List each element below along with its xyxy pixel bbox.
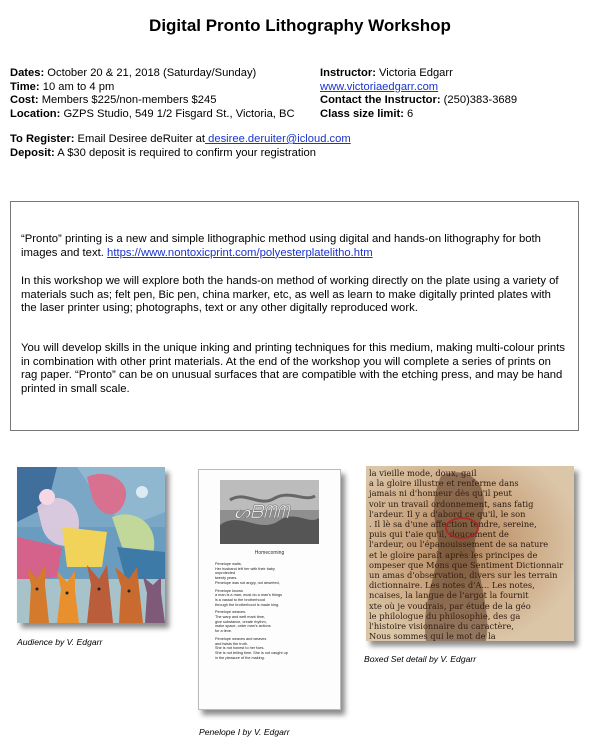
svg-text:ᔕᗷᗰᗰ: ᔕᗷᗰᗰ bbox=[234, 502, 290, 523]
instructor-website-link[interactable]: www.victoriaedgarr.com bbox=[320, 80, 439, 93]
detail-dates: Dates: October 20 & 21, 2018 (Saturday/Sunday) bbox=[10, 67, 257, 79]
penelope-print-graphic bbox=[220, 480, 319, 544]
detail-cost: Cost: Members $225/non-members $245 bbox=[10, 94, 217, 107]
register-email-link[interactable]: desiree.deruiter@icloud.com bbox=[205, 133, 351, 145]
description-paragraph-3: You will develop skills in the unique inking and printing techniques for this medium, making multi-colour prints in combination with other print materials. At the end of the workshop you will complete a series of prints on rag paper. “Pronto” can be on unusual surfaces that are compatible with the etching press, and may be hand printed in small scale. bbox=[21, 342, 565, 395]
penelope-heading: Homecoming bbox=[254, 550, 285, 556]
boxed-set-artwork-image bbox=[366, 466, 574, 641]
penelope-artwork-image bbox=[198, 469, 341, 710]
detail-location: Location: GZPS Studio, 549 1/2 Fisgard St., Victoria, BC bbox=[10, 107, 295, 120]
details-right bbox=[320, 67, 590, 121]
detail-contact: Contact the Instructor: (250)383-3689 bbox=[320, 94, 518, 107]
register-line: To Register: Email Desiree deRuiter at desiree.deruiter@icloud.com bbox=[10, 133, 351, 145]
deposit-line: Deposit: A $30 deposit is required to confirm your registration bbox=[10, 146, 316, 159]
boxed-set-text: la vieille mode, doux, gail a la gloire illustre et renferme dans jamais ni d'honneur dès qu'il peut voir un travail ordonnement, sans fatig l'ardeur. Il y a d'abord ce qu'il, le son . Il lè sa d'une affection tendre, sereine, puis qui t'aie qu'il, doucement de l'ardeur, ou l'épanouissement de sa nature et le gloire paraît après les principes de ompeser que Mons que Sentiment Dictionnair un amas d'observation, divers sur les terrain dictionnaire. Les notes d'A... Les notes, ncaises, la langue de l'argot la fournit xte où je voudrais, par étude de la géo le philologue du philosophie, des ga l'histoire visionnaire du caractère, Nous sommes qui le mot de la bbox=[369, 468, 564, 641]
detail-instructor: Instructor: Victoria Edgarr bbox=[320, 67, 453, 79]
detail-class-size: Class size limit: 6 bbox=[320, 107, 414, 120]
description-paragraph-2: In this workshop we will explore both the hands-on method of working directly on the plate using a variety of materials such as; felt pen, Bic pen, china marker, etc, as well as learn to make digitally printed plates with the laser printer using; photographs, text or any other digitally reproduced work. bbox=[21, 275, 559, 315]
penelope-poem: Penelope waits. Her husband left her with their baby unprotected twenty years. Penelope was not angry, not deserted, Penelope knows a man is a man; must do a man's things is a vassal to the brotherhood through the brotherhood is made king. Penelope weaves. The warp and weft mark time, give substance, create rhythm, make space, order man's actions for a time. Penelope weaves and weaves and twists the truth. She is not honest to her foes. She is not telling time. She is not caught up in the pleasure of the making. bbox=[215, 562, 288, 660]
details-left bbox=[10, 67, 315, 121]
boxed-set-figure-overlay bbox=[366, 466, 574, 641]
penelope-caption: Penelope I by V. Edgarr bbox=[199, 727, 290, 737]
detail-time: Time: 10 am to 4 pm bbox=[10, 80, 115, 93]
page-title: Digital Pronto Lithography Workshop bbox=[149, 16, 451, 35]
registration-info bbox=[10, 133, 590, 160]
description-box bbox=[10, 201, 579, 431]
audience-artwork-image bbox=[17, 467, 165, 623]
nontoxicprint-link[interactable]: https://www.nontoxicprint.com/polyesterplatelitho.htm bbox=[107, 246, 373, 259]
description-paragraph-1: “Pronto” printing is a new and simple lithographic method using digital and hands-on lithography for both images and text. https://www.nontoxicprint.com/polyesterplatelitho.htm bbox=[21, 233, 541, 259]
audience-caption: Audience by V. Edgarr bbox=[17, 637, 103, 647]
boxed-set-caption: Boxed Set detail by V. Edgarr bbox=[364, 654, 477, 664]
